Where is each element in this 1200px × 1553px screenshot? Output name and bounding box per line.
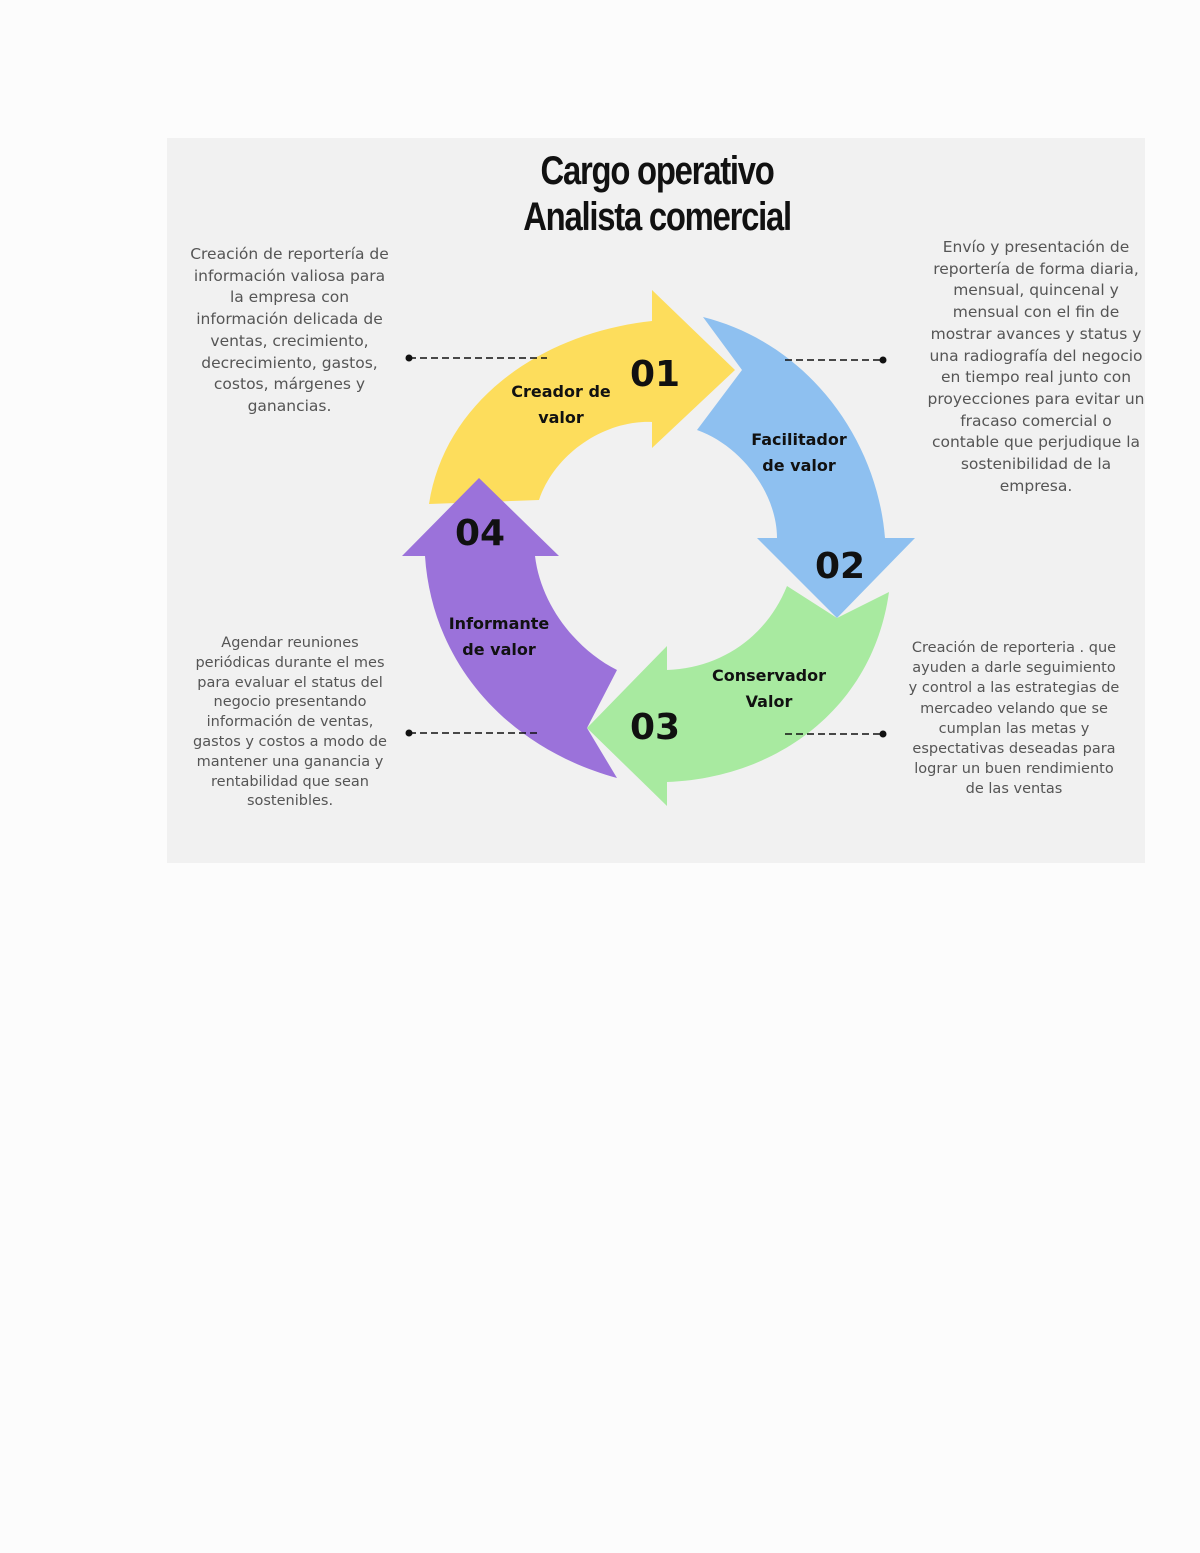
- stage-description-04: Agendar reuniones periódicas durante el mes para evaluar el status del negocio presentando información de ventas, gastos y costos a modo de mantener una ganancia y rentabilidad que sean sostenibles.: [193, 635, 387, 810]
- stage-label-02-line2: de valor: [762, 456, 836, 475]
- stage-label-03-line2: Valor: [745, 692, 793, 711]
- title-line-2: Analista comercial: [523, 195, 791, 239]
- connector-04: [406, 730, 540, 737]
- stage-number-03: 03: [629, 707, 681, 748]
- arrow-03: [587, 586, 889, 806]
- stage-number-04: 04: [454, 513, 506, 554]
- stage-label-01-line1: Creador de: [511, 382, 611, 401]
- stage-label-01-line2: valor: [538, 408, 584, 427]
- stage-label-04-line2: de valor: [462, 640, 536, 659]
- stage-label-04-line1: Informante: [448, 614, 550, 633]
- stage-label-02-line1: Facilitador: [751, 430, 847, 449]
- stage-number-02: 02: [814, 546, 866, 587]
- infographic-panel: [167, 138, 1145, 863]
- title-line-1: Cargo operativo: [540, 149, 774, 193]
- stage-description-03: Creación de reporteria . que ayuden a darle seguimiento y control a las estrategias de mercadeo velando que se cumplan las metas y espectativas deseadas para lograr un buen rendimiento de las ventas: [908, 640, 1120, 798]
- stage-label-03-line1: Conservador: [712, 666, 826, 685]
- stage-number-01: 01: [629, 354, 681, 395]
- connector-02: [785, 357, 887, 364]
- stage-description-02: Envío y presentación de reportería de forma diaria, mensual, quincenal y mensual con el fin de mostrar avances y status y una radiografía del negocio en tiempo real junto con proyecciones para evitar un fracaso comercial o contable que perjudique la sostenibilidad de la empresa.: [927, 238, 1145, 495]
- stage-description-01: Creación de reportería de información valiosa para la empresa con información delicada de ventas, crecimiento, decrecimiento, gastos, costos, márgenes y ganancias.: [190, 245, 389, 415]
- connector-01: [406, 355, 548, 362]
